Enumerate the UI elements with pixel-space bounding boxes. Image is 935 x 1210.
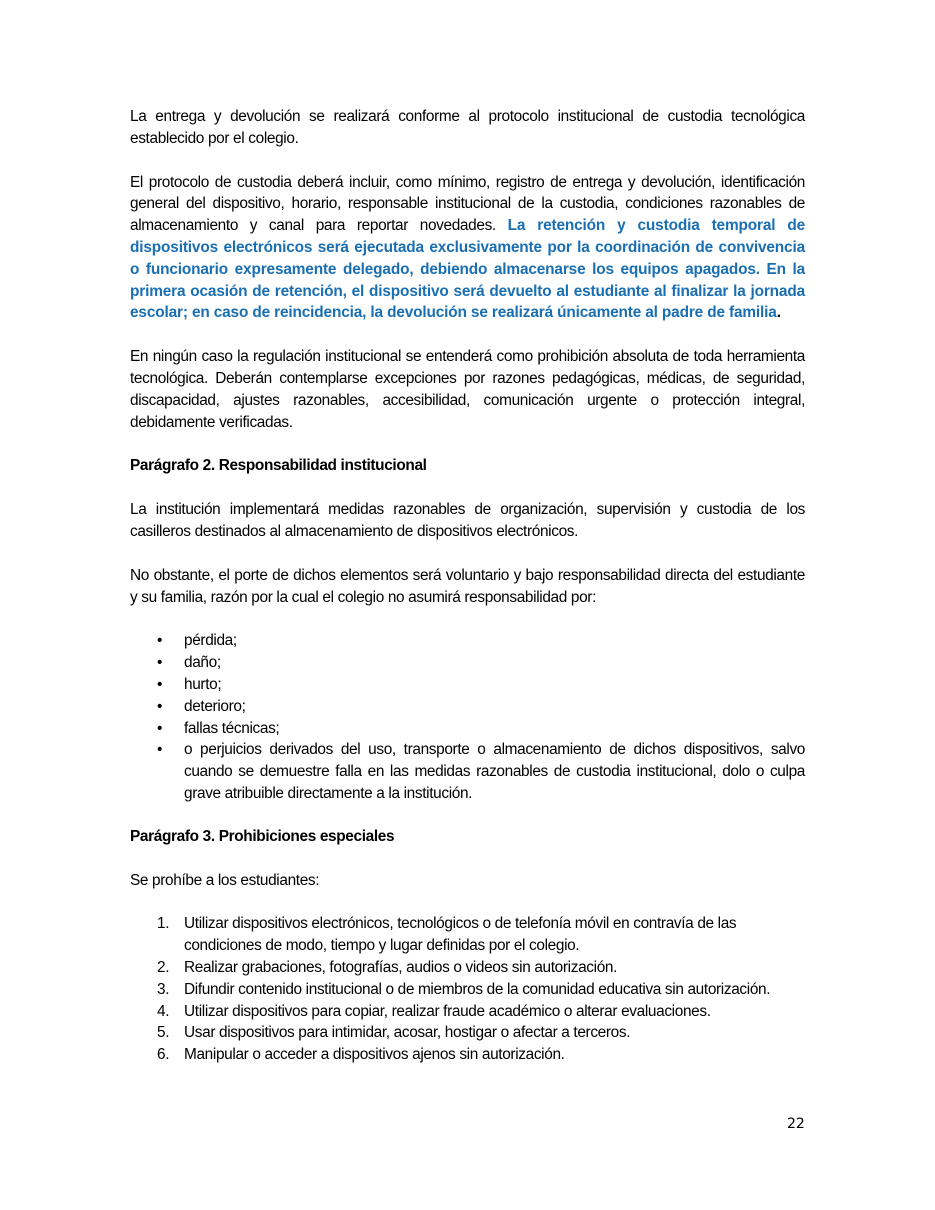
list-item	[130, 718, 805, 740]
list-item	[130, 1022, 805, 1044]
list-number: 6.	[157, 1046, 170, 1064]
list-item-text: Usar dispositivos para intimidar, acosar, hostigar o afectar a terceros.	[184, 1024, 631, 1042]
list-item	[130, 674, 805, 696]
list-item-text: hurto;	[184, 675, 222, 693]
paragraph-lockers: La institución implementará medidas razonables de organización, supervisión y custodia de los casilleros destinados al almacenamiento de dispositivos electrónicos.	[130, 501, 805, 540]
list-item	[130, 913, 805, 957]
list-number: 5.	[157, 1024, 170, 1042]
list-number: 1.	[157, 915, 170, 933]
bullet-icon: •	[157, 654, 163, 672]
paragraph-exceptions: En ningún caso la regulación institucional se entenderá como prohibición absoluta de toda herramienta tecnológica. Deberán contemplarse excepciones por razones pedagógicas, médicas, de seguridad, discapacidad, ajustes razonables, accesibilidad, comunicación urgente o protección integral, debidamente verificadas.	[130, 348, 805, 431]
list-item-text: Manipular o acceder a dispositivos ajenos sin autorización.	[184, 1046, 565, 1064]
list-item-text: deterioro;	[184, 697, 246, 715]
list-item-text: fallas técnicas;	[184, 719, 280, 737]
list-number: 3.	[157, 980, 170, 998]
paragraph-voluntary: No obstante, el porte de dichos elementos será voluntario y bajo responsabilidad directa del estudiante y su familia, razón por la cual el colegio no asumirá responsabilidad por:	[130, 566, 805, 606]
section-heading-prohibiciones: Parágrafo 3. Prohibiciones especiales	[130, 827, 395, 845]
list-item	[130, 652, 805, 674]
paragraph-delivery-protocol: La entrega y devolución se realizará conforme al protocolo institucional de custodia tecnológica establecido por el colegio.	[130, 108, 805, 147]
list-item	[130, 739, 805, 804]
liability-bullet-list	[130, 630, 805, 804]
list-item-text: Utilizar dispositivos para copiar, realizar fraude académico o alterar evaluaciones.	[184, 1002, 711, 1020]
list-item-text: Utilizar dispositivos electrónicos, tecnológicos o de telefonía móvil en contravía de las condiciones de modo, tiempo y lugar definidas por el colegio.	[184, 915, 737, 955]
list-item-text: o perjuicios derivados del uso, transporte o almacenamiento de dichos dispositivos, salvo cuando se demuestre falla en las medidas razonables de custodia institucional, dolo o culpa grave atribuible directamente a la institución.	[184, 741, 805, 802]
list-item	[130, 696, 805, 718]
custody-highlight-text: La retención y custodia temporal de dispositivos electrónicos será ejecutada exclusivamente por la coordinación de convivencia o funcionario expresamente delegado, debiendo almacenarse los equipos apagados. En la primera ocasión de retención, el dispositivo será devuelto al estudiante al finalizar la jornada escolar; en caso de reincidencia, la devolución se realizará únicamente al padre de familia	[130, 217, 806, 322]
list-number: 4.	[157, 1002, 170, 1020]
list-item-text: pérdida;	[184, 632, 237, 650]
list-item-text: Realizar grabaciones, fotografías, audios o videos sin autorización.	[184, 958, 618, 976]
bullet-icon: •	[157, 741, 163, 759]
list-item	[130, 1044, 805, 1066]
bullet-icon: •	[157, 697, 163, 715]
page-content	[130, 106, 805, 1066]
bullet-icon: •	[157, 632, 163, 650]
list-item	[130, 1001, 805, 1023]
section-heading-responsabilidad: Parágrafo 2. Responsabilidad institucional	[130, 457, 427, 475]
bullet-icon: •	[157, 719, 163, 737]
paragraph-custody-protocol	[130, 172, 805, 325]
list-item	[130, 630, 805, 652]
page-number: 22	[787, 1116, 805, 1132]
prohibitions-numbered-list	[130, 913, 805, 1066]
list-number: 2.	[157, 958, 170, 976]
bullet-icon: •	[157, 675, 163, 693]
list-item-text: daño;	[184, 654, 221, 672]
list-item	[130, 957, 805, 979]
custody-protocol-text: El protocolo de custodia deberá incluir, como mínimo, registro de entrega y devolución, identificación general del dispositivo, horario, responsable institucional de la custodia, condiciones razonables de almacenamiento y canal para reportar novedades.	[130, 173, 805, 235]
list-item	[130, 979, 805, 1001]
custody-period: .	[776, 304, 781, 322]
list-item-text: Difundir contenido institucional o de miembros de la comunidad educativa sin autorización.	[184, 980, 771, 998]
paragraph-prohibitions-intro: Se prohíbe a los estudiantes:	[130, 871, 320, 889]
